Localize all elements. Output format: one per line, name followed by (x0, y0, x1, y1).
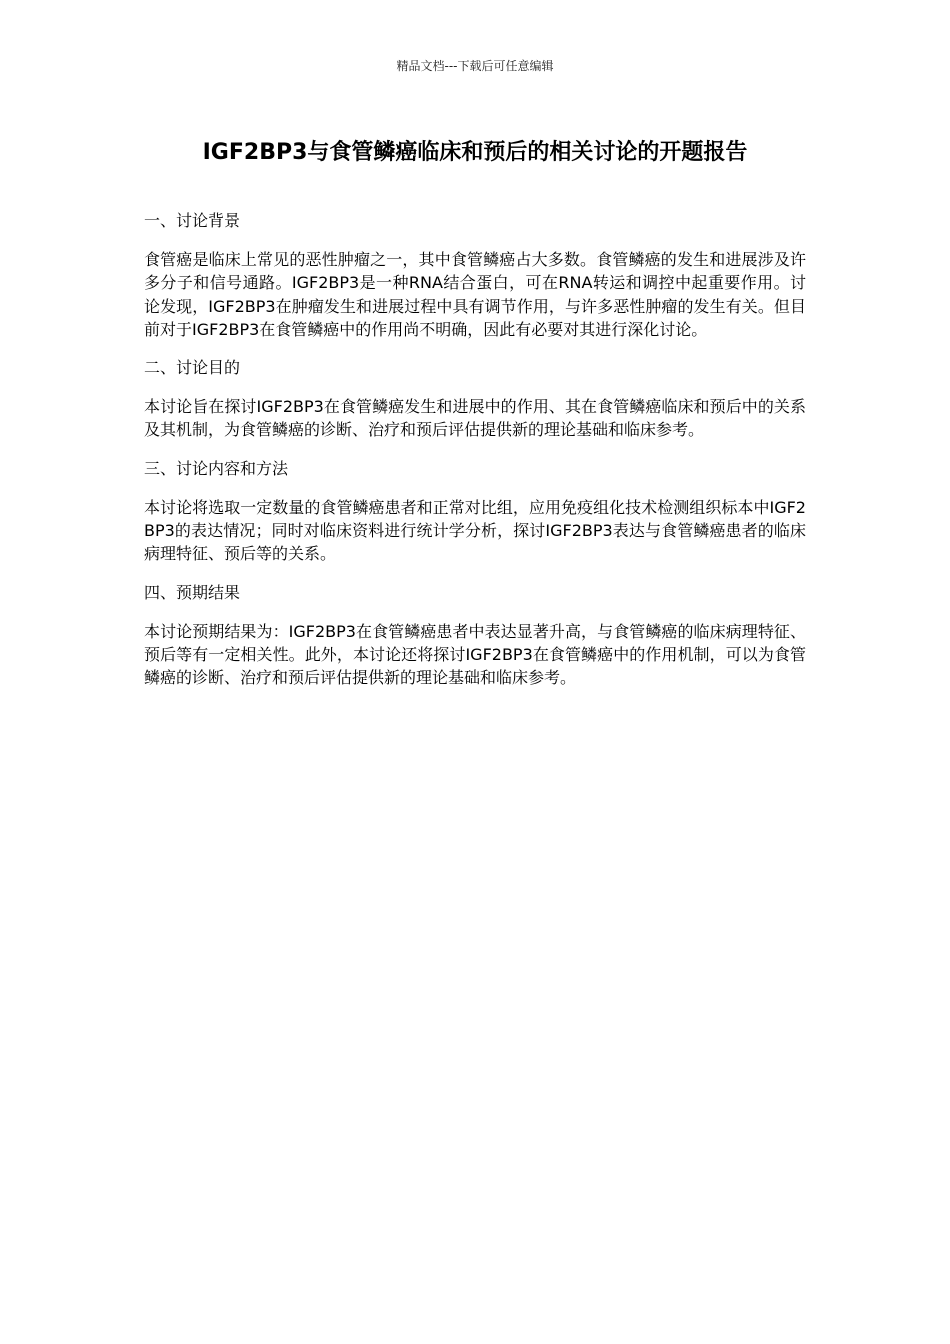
page-header-note: 精品文档---下载后可任意编辑 (396, 59, 554, 73)
section-heading-expected-results: 四、预期结果 (144, 582, 241, 602)
document-title: IGF2BP3与食管鳞癌临床和预后的相关讨论的开题报告 (202, 140, 748, 165)
section-heading-methods: 三、讨论内容和方法 (144, 458, 289, 478)
section-body-expected-results: 本讨论预期结果为：IGF2BP3在食管鳞癌患者中表达显著升高，与食管鳞癌的临床病理特征、预后等有一定相关性。此外，本讨论还将探讨IGF2BP3在食管鳞癌中的作用机制，可以为食管鳞癌的诊断、治疗和预后评估提供新的理论基础和临床参考。 (144, 621, 806, 688)
section-heading-background: 一、讨论背景 (144, 211, 241, 230)
section-body-methods: 本讨论将选取一定数量的食管鳞癌患者和正常对比组，应用免疫组化技术检测组织标本中IGF2BP3的表达情况；同时对临床资料进行统计学分析，探讨IGF2BP3表达与食管鳞癌患者的临床病理特征、预后等的关系。 (144, 497, 806, 564)
document-body (144, 209, 806, 705)
section-body-purpose: 本讨论旨在探讨IGF2BP3在食管鳞癌发生和进展中的作用、其在食管鳞癌临床和预后中的关系及其机制，为食管鳞癌的诊断、治疗和预后评估提供新的理论基础和临床参考。 (144, 397, 806, 440)
section-heading-purpose: 二、讨论目的 (144, 358, 241, 378)
section-body-background: 食管癌是临床上常见的恶性肿瘤之一，其中食管鳞癌占大多数。食管鳞癌的发生和进展涉及许多分子和信号通路。IGF2BP3是一种RNA结合蛋白，可在RNA转运和调控中起重要作用。讨论发现，IGF2BP3在肿瘤发生和进展过程中具有调节作用，与许多恶性肿瘤的发生有关。但目前对于IGF2BP3在食管鳞癌中的作用尚不明确，因此有必要对其进行深化讨论。 (144, 250, 806, 339)
